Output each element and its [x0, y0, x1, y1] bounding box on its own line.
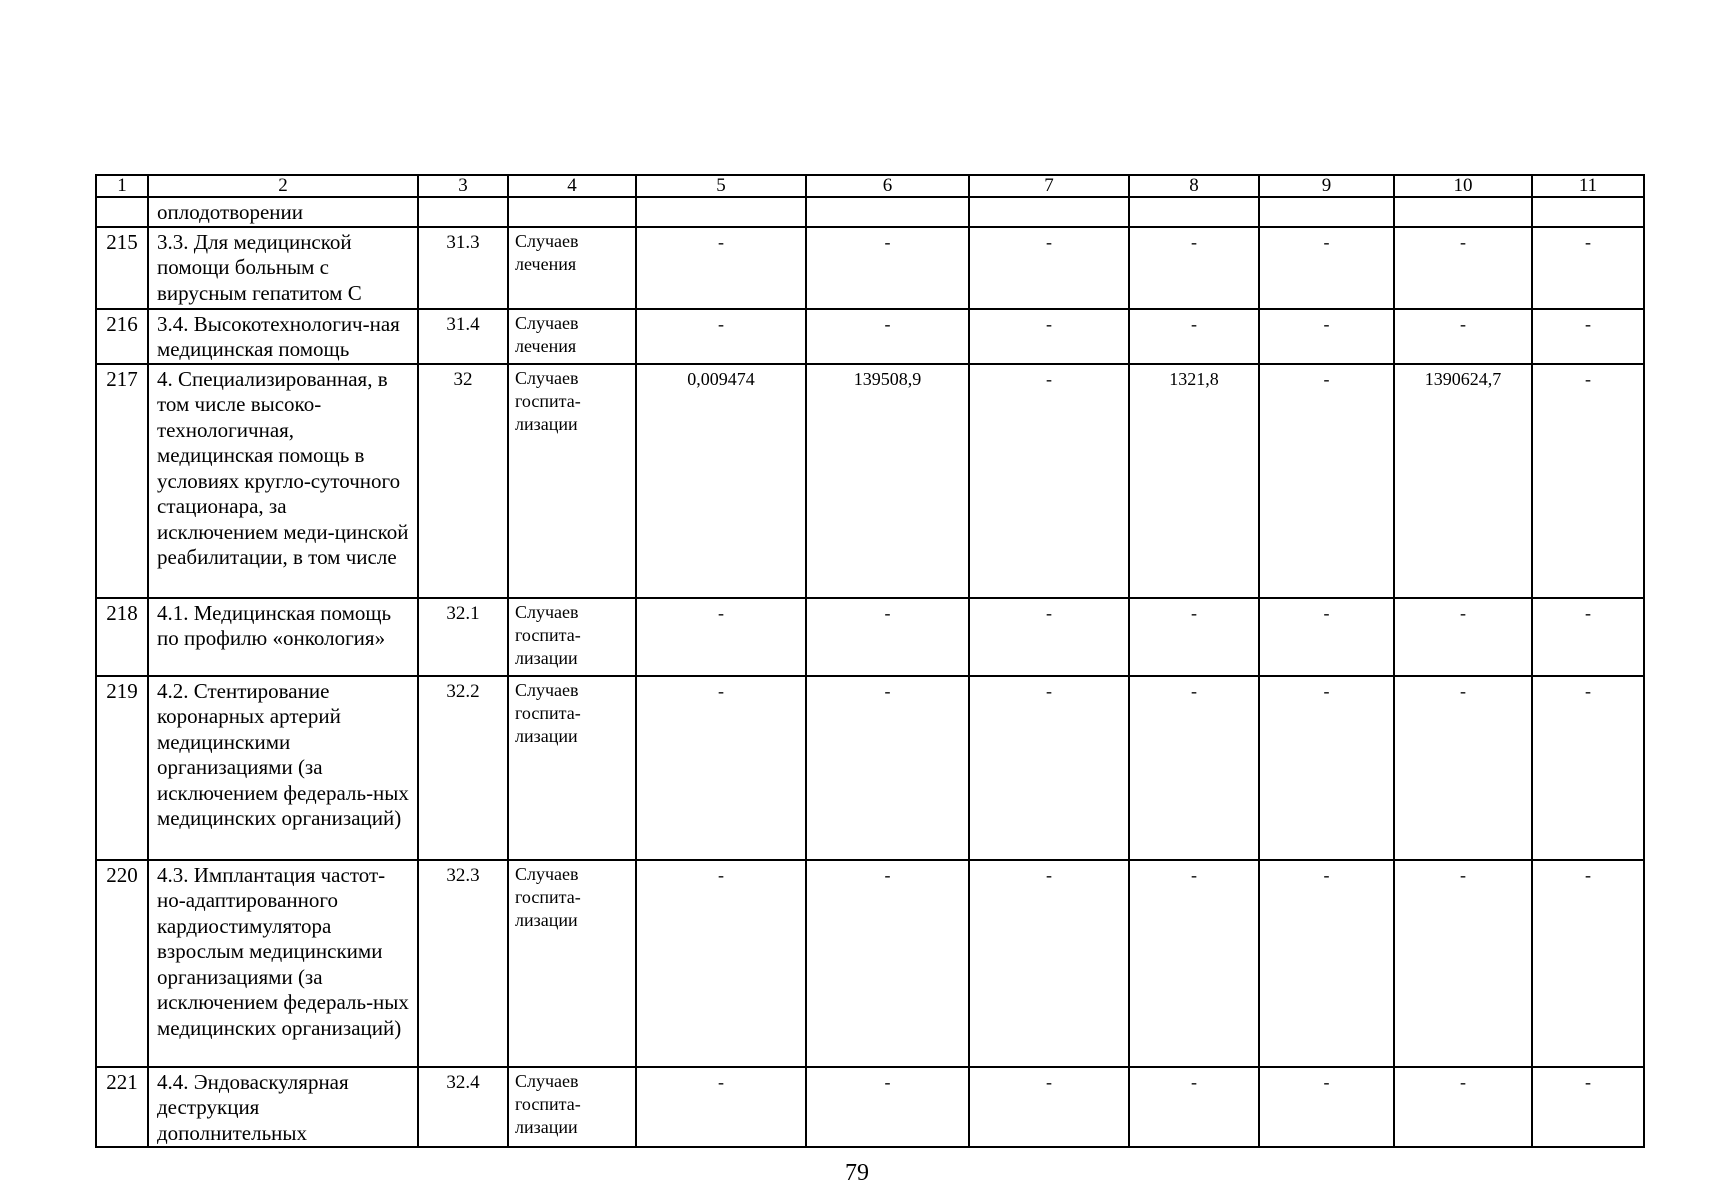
table-header-row — [96, 175, 1644, 197]
header-cell: 6 — [806, 175, 969, 197]
value-cell: - — [1259, 860, 1394, 1067]
value-cell: - — [1394, 1067, 1532, 1148]
value-cell: - — [1129, 309, 1259, 364]
row-code: 32.1 — [418, 598, 508, 676]
value-cell: - — [1532, 1067, 1644, 1148]
row-number: 217 — [96, 364, 148, 598]
row-code: 32.4 — [418, 1067, 508, 1148]
value-cell: - — [1259, 598, 1394, 676]
value-cell: - — [1394, 227, 1532, 309]
value-cell: - — [1129, 676, 1259, 860]
value-cell: - — [1532, 227, 1644, 309]
header-cell: 7 — [969, 175, 1129, 197]
header-cell: 8 — [1129, 175, 1259, 197]
header-cell: 10 — [1394, 175, 1532, 197]
value-cell: - — [1394, 860, 1532, 1067]
value-cell: - — [969, 364, 1129, 598]
unit-cell: Случаев лечения — [508, 227, 636, 309]
header-cell: 5 — [636, 175, 806, 197]
indicator-name: 4.2. Стентирование коронарных артерий медицинскими организациями (за исключением федераль-ных медицинских организаций) — [148, 676, 418, 860]
value-cell: - — [636, 309, 806, 364]
value-cell: - — [1394, 676, 1532, 860]
value-cell: 0,009474 — [636, 364, 806, 598]
indicator-name: 3.4. Высокотехнологич-ная медицинская помощь — [148, 309, 418, 364]
value-cell — [1532, 197, 1644, 227]
value-cell: - — [1532, 598, 1644, 676]
value-cell — [806, 197, 969, 227]
row-number: 215 — [96, 227, 148, 309]
value-cell: - — [806, 1067, 969, 1148]
value-cell — [1259, 197, 1394, 227]
value-cell: - — [1259, 309, 1394, 364]
value-cell: - — [1532, 860, 1644, 1067]
value-cell: - — [806, 227, 969, 309]
unit-cell: Случаев госпита-лизации — [508, 598, 636, 676]
row-code — [418, 197, 508, 227]
header-cell: 4 — [508, 175, 636, 197]
unit-cell: Случаев лечения — [508, 309, 636, 364]
unit-cell: Случаев госпита-лизации — [508, 1067, 636, 1148]
unit-cell: Случаев госпита-лизации — [508, 676, 636, 860]
row-code: 31.4 — [418, 309, 508, 364]
value-cell: 1321,8 — [1129, 364, 1259, 598]
indicator-name: 3.3. Для медицинской помощи больным с вирусным гепатитом С — [148, 227, 418, 309]
header-cell: 2 — [148, 175, 418, 197]
table-row — [96, 364, 1644, 598]
row-code: 32 — [418, 364, 508, 598]
table-row — [96, 309, 1644, 364]
value-cell: - — [1532, 676, 1644, 860]
indicator-name: 4.4. Эндоваскулярная деструкция дополнительных — [148, 1067, 418, 1148]
table-row — [96, 860, 1644, 1067]
value-cell: - — [1259, 1067, 1394, 1148]
value-cell: - — [1394, 309, 1532, 364]
value-cell: - — [806, 309, 969, 364]
value-cell: - — [636, 227, 806, 309]
indicator-name: 4.3. Имплантация частот-но-адаптированного кардиостимулятора взрослым медицинскими организациями (за исключением федераль-ных медицинских организаций) — [148, 860, 418, 1067]
row-number: 220 — [96, 860, 148, 1067]
row-number — [96, 197, 148, 227]
value-cell: - — [1259, 676, 1394, 860]
value-cell: - — [969, 309, 1129, 364]
value-cell: - — [1532, 309, 1644, 364]
value-cell: - — [969, 598, 1129, 676]
value-cell: - — [1259, 364, 1394, 598]
value-cell: - — [1129, 227, 1259, 309]
row-code: 31.3 — [418, 227, 508, 309]
unit-cell — [508, 197, 636, 227]
indicator-name: 4.1. Медицинская помощь по профилю «онкология» — [148, 598, 418, 676]
row-number: 216 — [96, 309, 148, 364]
row-number: 219 — [96, 676, 148, 860]
header-cell: 1 — [96, 175, 148, 197]
value-cell — [969, 197, 1129, 227]
value-cell: - — [969, 676, 1129, 860]
value-cell — [1394, 197, 1532, 227]
value-cell: - — [636, 860, 806, 1067]
value-cell: - — [636, 598, 806, 676]
value-cell: - — [806, 860, 969, 1067]
table-row — [96, 676, 1644, 860]
value-cell: 1390624,7 — [1394, 364, 1532, 598]
row-code: 32.3 — [418, 860, 508, 1067]
indicator-name: 4. Специализированная, в том числе высоко-технологичная, медицинская помощь в условиях кругло-суточного стационара, за исключением меди-цинской реабилитации, в том числе — [148, 364, 418, 598]
header-cell: 3 — [418, 175, 508, 197]
row-code: 32.2 — [418, 676, 508, 860]
header-cell: 9 — [1259, 175, 1394, 197]
value-cell: - — [1129, 1067, 1259, 1148]
value-cell: - — [969, 860, 1129, 1067]
value-cell: - — [806, 598, 969, 676]
unit-cell: Случаев госпита-лизации — [508, 860, 636, 1067]
data-table — [95, 174, 1645, 1148]
table-row — [96, 197, 1644, 227]
value-cell: - — [1532, 364, 1644, 598]
value-cell: - — [1129, 598, 1259, 676]
row-number: 221 — [96, 1067, 148, 1148]
value-cell: - — [1259, 227, 1394, 309]
page-number: 79 — [845, 1160, 869, 1186]
value-cell: - — [1129, 860, 1259, 1067]
value-cell: - — [806, 676, 969, 860]
value-cell: - — [1394, 598, 1532, 676]
row-number: 218 — [96, 598, 148, 676]
table-row — [96, 227, 1644, 309]
header-cell: 11 — [1532, 175, 1644, 197]
table-row — [96, 598, 1644, 676]
value-cell: 139508,9 — [806, 364, 969, 598]
unit-cell: Случаев госпита-лизации — [508, 364, 636, 598]
value-cell: - — [636, 1067, 806, 1148]
value-cell — [636, 197, 806, 227]
value-cell: - — [969, 227, 1129, 309]
indicator-name: оплодотворении — [148, 197, 418, 227]
value-cell — [1129, 197, 1259, 227]
value-cell: - — [969, 1067, 1129, 1148]
table-row — [96, 1067, 1644, 1148]
value-cell: - — [636, 676, 806, 860]
